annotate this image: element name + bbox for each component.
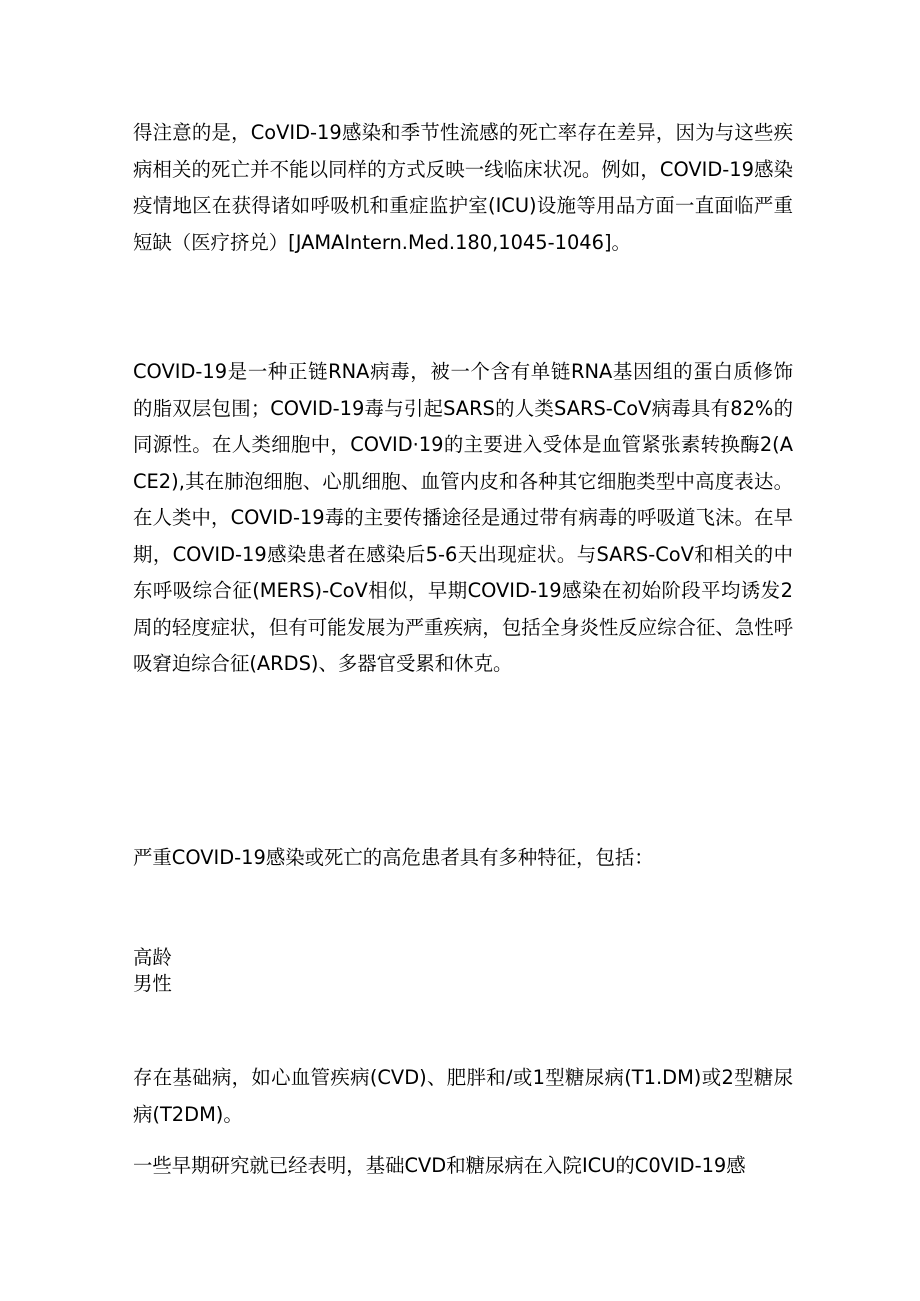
risk-factor-list <box>133 945 172 997</box>
list-item-male: 男性 <box>133 972 172 995</box>
list-item-advanced-age: 高龄 <box>133 946 172 969</box>
paragraph-risk-intro: 严重COVID-19感染或死亡的高危患者具有多种特征，包括： <box>133 846 654 869</box>
paragraph-mortality-difference: 得注意的是，CoVID-19感染和季节性流感的死亡率存在差异，因为与这些疾病相关的死亡并不能以同样的方式反映一线临床状况。例如，COVID-19感染疫情地区在获得诸如呼吸机和重症监护室(ICU)设施等用品方面一直面临严重短缺（医疗挤兑）[JAMAIntern.Med.180,1045-1046]。 <box>133 121 793 254</box>
paragraph-underlying-disease: 存在基础病，如心血管疾病(CVD)、肥胖和/或1型糖尿病(T1.DM)或2型糖尿病(T2DM)。 <box>133 1066 793 1126</box>
paragraph-virus-description: COVID-19是一种正链RNA病毒，被一个含有单链RNA基因组的蛋白质修饰的脂双层包围；COVID-19毒与引起SARS的人类SARS-CoV病毒具有82%的同源性。在人类细胞中，COVID·19的主要进入受体是血管紧张素转换酶2(ACE2),其在肺泡细胞、心肌细胞、血管内皮和各种其它细胞类型中高度表达。在人类中，COVID-19毒的主要传播途径是通过带有病毒的呼吸道飞沫。在早期，COVID-19感染患者在感染后5-6天出现症状。与SARS-CoV和相关的中东呼吸综合征(MERS)-CoV相似，早期COVID-19感染在初始阶段平均诱发2周的轻度症状，但有可能发展为严重疾病，包括全身炎性反应综合征、急性呼吸窘迫综合征(ARDS)、多器官受累和休克。 <box>133 360 793 675</box>
paragraph-early-studies: 一些早期研究就已经表明，基础CVD和糖尿病在入院ICU的C0VID-19感 <box>133 1154 746 1177</box>
